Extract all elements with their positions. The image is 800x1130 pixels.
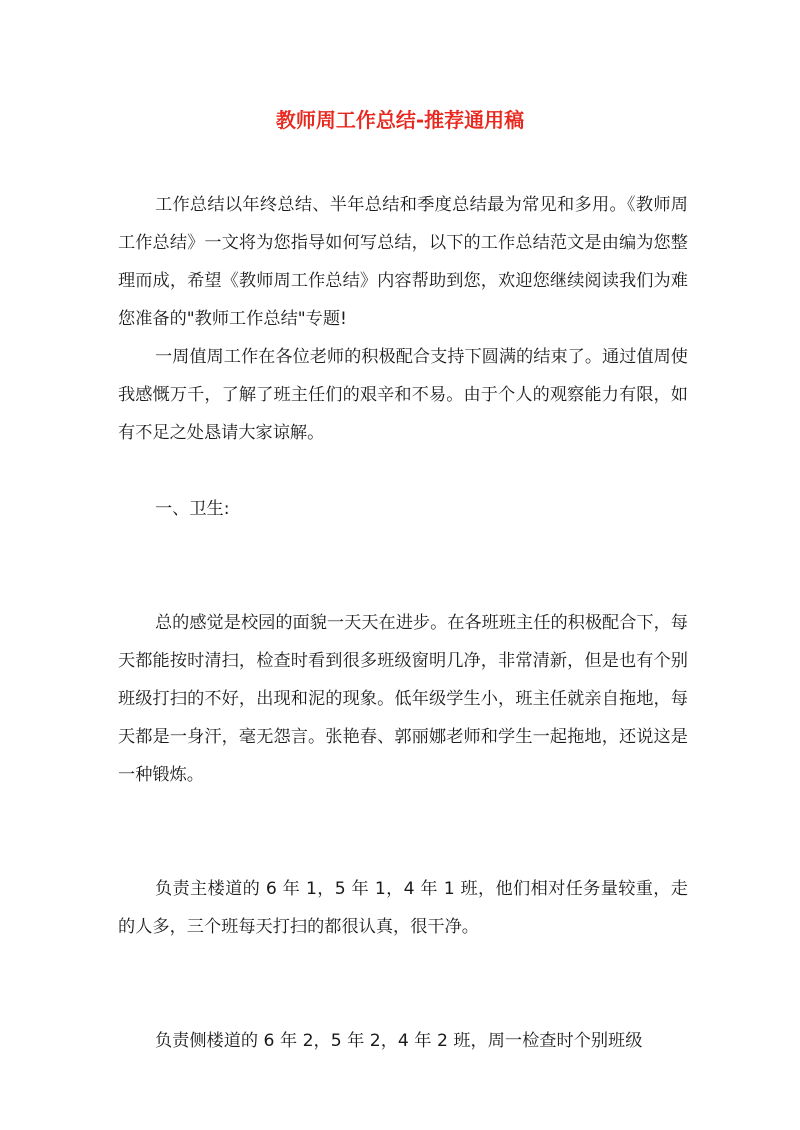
section-heading-hygiene: 一、卫生:	[154, 499, 230, 519]
document-body	[118, 186, 688, 1060]
paragraph-main-corridor: 负责主楼道的 6 年 1，5 年 1，4 年 1 班，他们相对任务量较重，走的人多，三个班每天打扫的都很认真，很干净。	[118, 879, 688, 937]
paragraph-intro: 工作总结以年终总结、半年总结和季度总结最为常见和多用。《教师周工作总结》一文将为您指导如何写总结，以下的工作总结范文是由编为您整理而成，希望《教师周工作总结》内容帮助到您，欢迎您继续阅读我们为难您准备的"教师工作总结"专题!	[118, 195, 688, 329]
document-title: 教师周工作总结-推荐通用稿	[275, 108, 525, 132]
paragraph-campus-progress: 总的感觉是校园的面貌一天天在进步。在各班班主任的积极配合下，每天都能按时清扫，检查时看到很多班级窗明几净，非常清新，但是也有个别班级打扫的不好，出现和泥的现象。低年级学生小，班主任就亲自拖地，每天都是一身汗，毫无怨言。张艳春、郭丽娜老师和学生一起拖地，还说这是一种锻炼。	[118, 613, 688, 785]
paragraph-gap	[118, 794, 688, 870]
paragraph-gap	[118, 452, 688, 490]
paragraph-duty-week: 一周值周工作在各位老师的积极配合支持下圆满的结束了。通过值周使我感慨万千，了解了班主任们的艰辛和不易。由于个人的观察能力有限，如有不足之处恳请大家谅解。	[118, 347, 688, 443]
paragraph-gap	[118, 528, 688, 604]
paragraph-side-corridor: 负责侧楼道的 6 年 2，5 年 2，4 年 2 班，周一检查时个别班级	[154, 1031, 643, 1051]
paragraph-gap	[118, 946, 688, 1022]
